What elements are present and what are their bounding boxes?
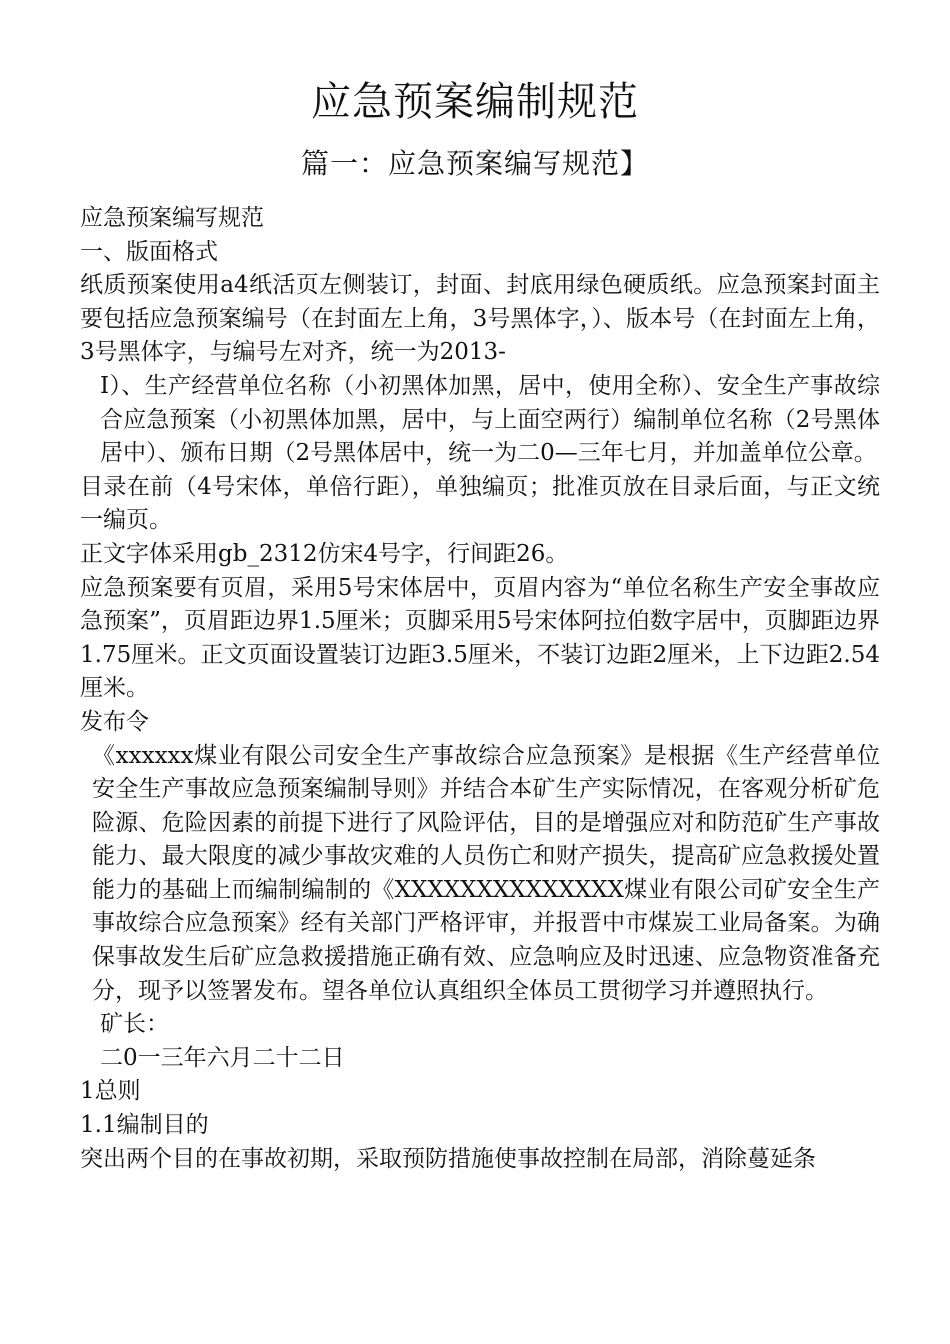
paragraph-purpose: 突出两个目的在事故初期，采取预防措施使事故控制在局部，消除蔓延条 (80, 1145, 816, 1172)
paragraph-paper: 纸质预案使用a4纸活页左侧装订，封面、封底用绿色硬质纸。应急预案封面主要包括应急预案编号（在封面左上角，3号黑体字，）、版本号（在封面左上角，3号黑体字，与编号左对齐，统一为2013- (80, 272, 880, 366)
document-subtitle: 篇一：应急预案编写规范】 (300, 147, 649, 180)
paragraph-release-order: 《xxxxxx煤业有限公司安全生产事故综合应急预案》是根据《生产经营单位安全生产事故应急预案编制导则》并结合本矿生产实际情况，在客观分析矿危险源、危险因素的前提下进行了风险评估，目的是增强应对和防范矿生产事故能力、最大限度的减少事故灾难的人员伤亡和财产损失，提高矿应急救援处置能力的基础上而编制编制的《XXXXXXXXXXXXXX煤业有限公司矿安全生产事故综合应急预案》经有关部门严格评审，并报晋中市煤炭工业局备案。为确保事故发生后矿应急救援措施正确有效、应急响应及时迅速、应急物资准备充分，现予以签署发布。望各单位认真组织全体员工贯彻学习并遵照执行。 (92, 742, 880, 1004)
chapter-heading: 1总则 (80, 1078, 141, 1105)
release-order-heading: 发布令 (80, 708, 149, 735)
subsection-heading: 1.1编制目的 (80, 1112, 209, 1139)
signature-line: 矿长： (100, 1011, 169, 1038)
document-body (80, 202, 880, 1176)
date-line: 二0一三年六月二十二日 (100, 1044, 345, 1071)
paragraph-font: 正文字体采用gb_2312仿宋4号字，行间距26。 (80, 540, 569, 567)
paragraph-paper-continued: Ⅰ）、生产经营单位名称（小初黑体加黑，居中，使用全称）、安全生产事故综合应急预案（小初黑体加黑，居中，与上面空两行）编制单位名称（2号黑体居中）、颁布日期（2号黑体居中，统一为二0—三年七月，并加盖单位公章。 (100, 372, 880, 467)
paragraph-header-footer: 应急预案要有页眉，采用5号宋体居中，页眉内容为“单位名称生产安全事故应急预案”，页眉距边界1.5厘米；页脚采用5号宋体阿拉伯数字居中，页脚距边界1.75厘米。正文页面设置装订边距3.5厘米，不装订边距2厘米，上下边距2.54厘米。 (80, 574, 880, 702)
document-title: 应急预案编制规范 (311, 79, 639, 125)
paragraph-toc: 目录在前（4号宋体，单倍行距），单独编页；批准页放在目录后面，与正文统一编页。 (80, 473, 880, 534)
heading-line: 应急预案编写规范 (80, 205, 264, 231)
section-heading: 一、版面格式 (80, 238, 218, 265)
